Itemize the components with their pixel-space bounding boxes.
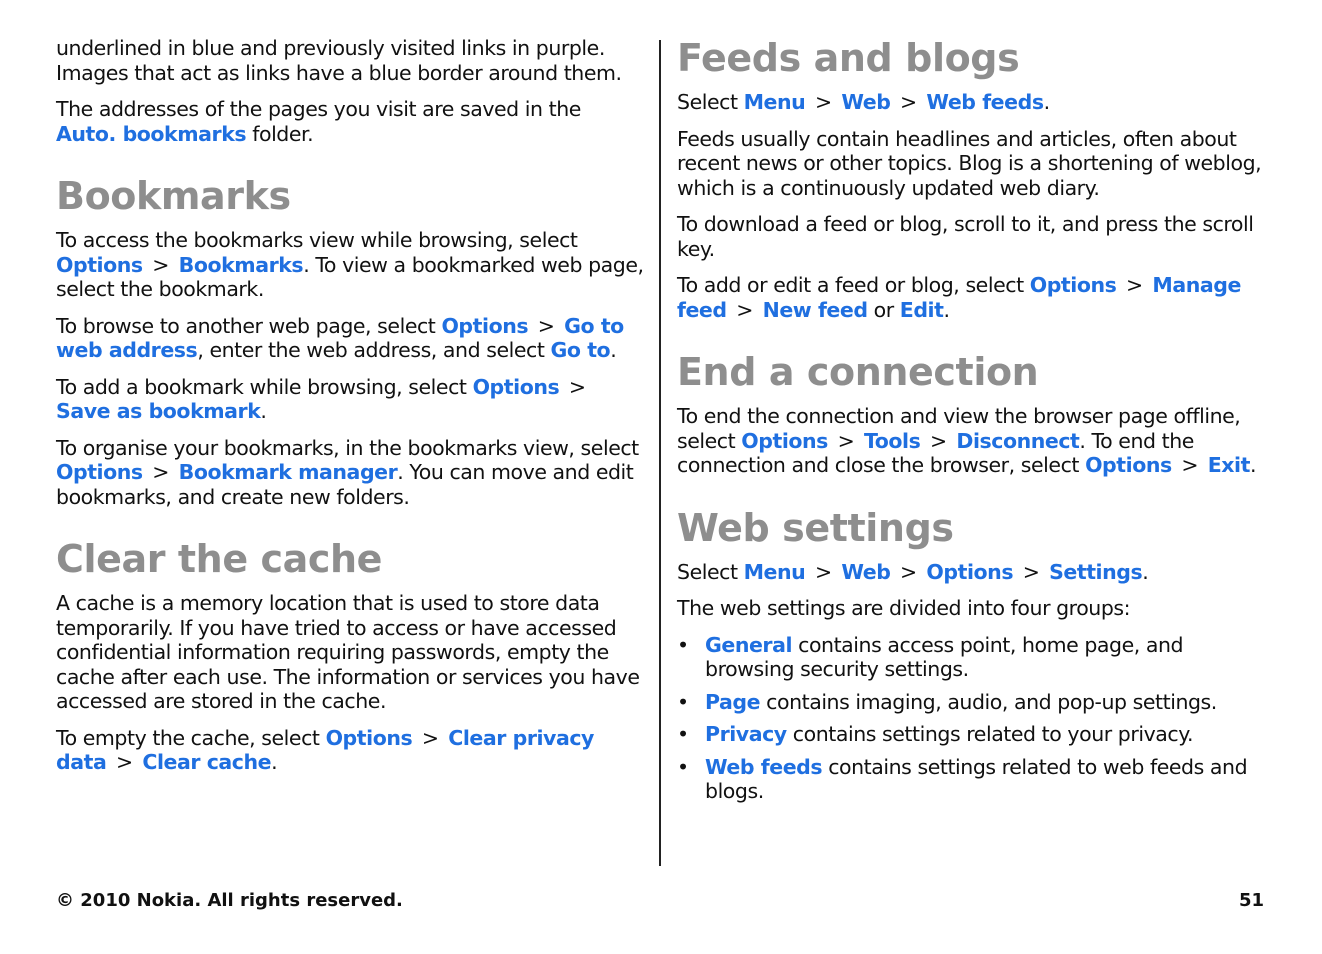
manage-feed-link[interactable]: Manage feed (677, 273, 1241, 322)
cache-paragraph-1: A cache is a memory location that is used to store data temporarily. If you have tried to access or have accessed confidential information requiring passwords, empty the cache after each use. The information or services you have accessed are stored in the cache. (56, 591, 640, 713)
settings-groups-list (677, 633, 1277, 804)
feeds-paragraph-2: Feeds usually contain headlines and articles, often about recent news or other topics. Blog is a shortening of weblog, which is a continuously updated web diary. (677, 126, 1262, 200)
list-item: • General contains access point, home page, and browsing security settings. (677, 632, 1184, 681)
feeds-and-blogs-heading: Feeds and blogs (677, 36, 1020, 80)
path-separator: > (537, 313, 555, 338)
clear-cache-heading: Clear the cache (56, 537, 383, 581)
bullet: • (677, 689, 689, 714)
auto-bookmarks-link[interactable]: Auto. bookmarks (56, 121, 247, 146)
web-settings-heading: Web settings (677, 505, 954, 550)
right-column (677, 36, 1277, 812)
auto-bookmarks-paragraph: The addresses of the pages you visit are saved in the Auto. bookmarks folder. (56, 97, 581, 146)
path-separator: > (568, 374, 586, 399)
list-item: • Page contains imaging, audio, and pop-up settings. (677, 689, 1217, 714)
options-link[interactable]: Options (1085, 453, 1172, 477)
bullet: • (677, 722, 689, 746)
feeds-paragraph-4: To add or edit a feed or blog, select Options > Manage feed > New feed or Edit. (677, 273, 1241, 322)
intro-paragraph: underlined in blue and previously visited links in purple. Images that act as links have a blue border around them. (56, 36, 622, 85)
bookmarks-paragraph-4: To organise your bookmarks, in the bookmarks view, select Options > Bookmark manager. You can move and edit bookmarks, and create new folders. (56, 435, 639, 509)
bookmarks-paragraph-2: To browse to another web page, select Options > Go to web address, enter the web address, and select Go to. (56, 313, 624, 362)
path-separator: > (930, 428, 947, 453)
copyright-notice: © 2010 Nokia. All rights reserved. (56, 890, 403, 911)
menu-link[interactable]: Menu (743, 90, 806, 114)
privacy-link[interactable]: Privacy (705, 722, 787, 746)
path-separator: > (1022, 559, 1040, 584)
page-link[interactable]: Page (705, 689, 761, 714)
bookmark-manager-link[interactable]: Bookmark manager (178, 460, 398, 484)
end-connection-paragraph: To end the connection and view the browser page offline, select Options > Tools > Disconnect. To end the connection and close the browser, select Options > Exit. (677, 404, 1257, 477)
path-separator: > (152, 252, 170, 277)
options-link[interactable]: Options (926, 559, 1014, 584)
page-number: 51 (1238, 890, 1264, 911)
web-link[interactable]: Web (841, 559, 891, 584)
web-link[interactable]: Web (841, 90, 891, 114)
options-link[interactable]: Options (56, 460, 143, 484)
settings-link[interactable]: Settings (1049, 559, 1143, 584)
path-separator: > (814, 559, 832, 584)
path-separator: > (421, 725, 439, 750)
path-separator: > (1126, 273, 1143, 297)
general-link[interactable]: General (705, 632, 793, 657)
options-link[interactable]: Options (441, 313, 529, 338)
cache-paragraph-2: To empty the cache, select Options > Clear privacy data > Clear cache. (56, 725, 594, 774)
clear-cache-link[interactable]: Clear cache (142, 750, 272, 774)
options-link[interactable]: Options (472, 374, 560, 399)
path-separator: > (837, 428, 855, 453)
go-to-web-address-link[interactable]: Go to web address (56, 313, 624, 362)
path-separator: > (900, 90, 917, 114)
disconnect-link[interactable]: Disconnect (956, 428, 1080, 453)
exit-link[interactable]: Exit (1207, 453, 1250, 477)
bookmarks-heading: Bookmarks (56, 174, 291, 218)
path-separator: > (736, 297, 753, 322)
path-separator: > (115, 750, 133, 774)
page-footer (56, 890, 1264, 911)
edit-link[interactable]: Edit (899, 297, 944, 322)
end-connection-heading: End a connection (677, 350, 1039, 394)
save-as-bookmark-link[interactable]: Save as bookmark (56, 399, 261, 423)
clear-privacy-data-link[interactable]: Clear privacy data (56, 725, 594, 774)
web-settings-paragraph-1: Select Menu > Web > Options > Settings. (677, 559, 1149, 584)
bookmarks-link[interactable]: Bookmarks (178, 252, 304, 277)
list-item: • Web feeds contains settings related to web feeds and blogs. (677, 754, 1248, 803)
menu-link[interactable]: Menu (743, 559, 806, 584)
tools-link[interactable]: Tools (863, 428, 921, 453)
path-separator: > (814, 90, 832, 114)
left-column (56, 36, 646, 787)
options-link[interactable]: Options (1029, 273, 1117, 297)
path-separator: > (900, 559, 917, 584)
bullet: • (677, 632, 689, 657)
web-feeds-link[interactable]: Web feeds (705, 754, 823, 779)
feeds-paragraph-3: To download a feed or blog, scroll to it, and press the scroll key. (677, 212, 1254, 261)
column-divider (659, 40, 661, 866)
feeds-paragraph-1: Select Menu > Web > Web feeds. (677, 90, 1050, 114)
path-separator: > (1181, 453, 1199, 477)
new-feed-link[interactable]: New feed (762, 297, 868, 322)
options-link[interactable]: Options (325, 725, 413, 750)
bullet: • (677, 754, 689, 779)
bookmarks-paragraph-1: To access the bookmarks view while browsing, select Options > Bookmarks. To view a bookmarked web page, select the bookmark. (56, 228, 644, 301)
web-feeds-link[interactable]: Web feeds (926, 90, 1044, 114)
web-settings-paragraph-2: The web settings are divided into four groups: (677, 596, 1131, 620)
bookmarks-paragraph-3: To add a bookmark while browsing, select Options >Save as bookmark. (56, 375, 646, 424)
path-separator: > (152, 460, 170, 484)
options-link[interactable]: Options (56, 252, 143, 277)
go-to-link[interactable]: Go to (550, 338, 611, 362)
list-item: • Privacy contains settings related to your privacy. (677, 722, 1194, 746)
options-link[interactable]: Options (741, 428, 828, 453)
